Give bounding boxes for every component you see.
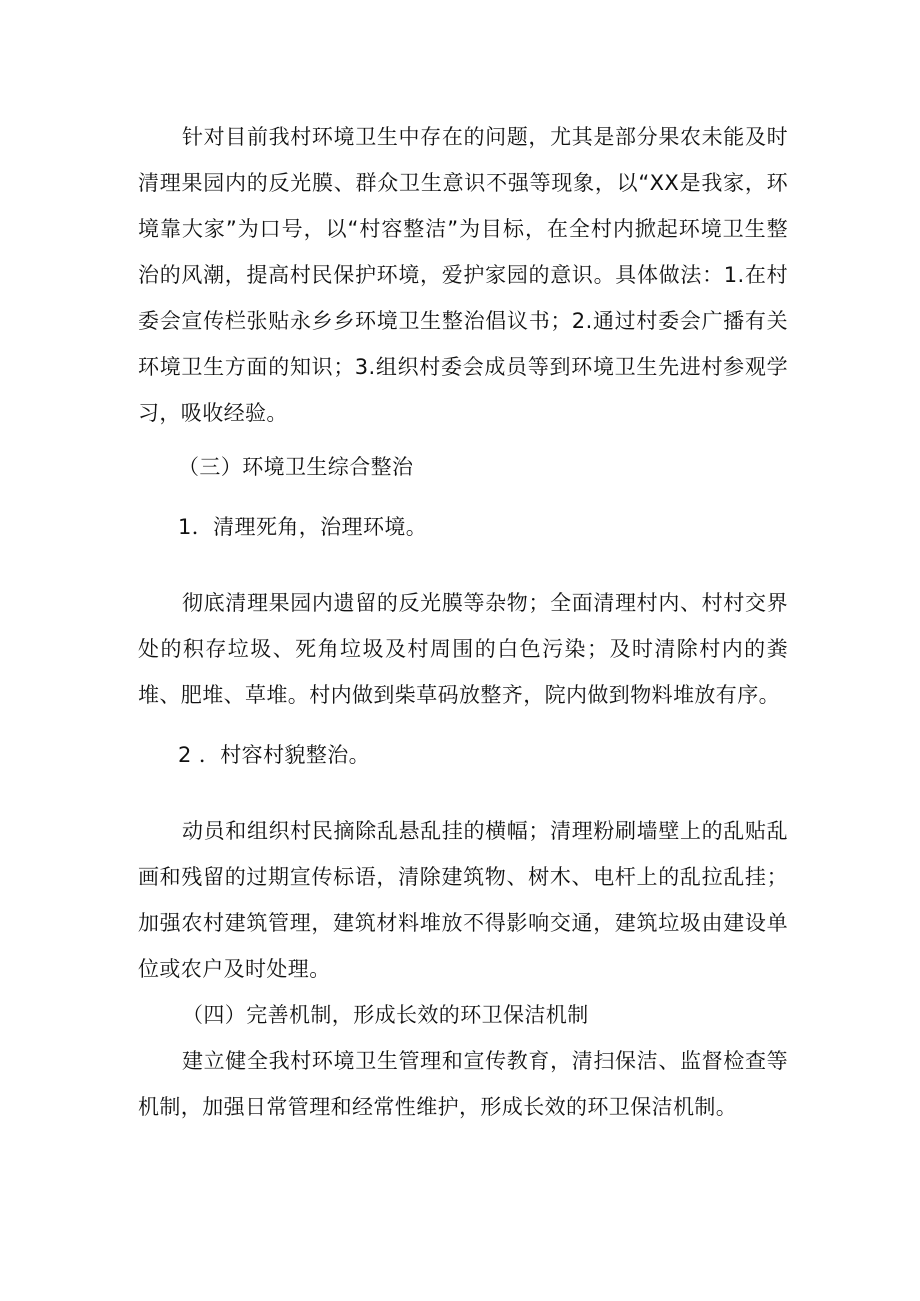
item-body-1: 彻底清理果园内遗留的反光膜等杂物；全面清理村内、村村交界处的积存垃圾、死角垃圾及村周围的白色污染；及时清除村内的粪堆、肥堆、草堆。村内做到柴草码放整齐，院内做到物料堆放有序。 (138, 591, 788, 707)
item-body-2: 动员和组织村民摘除乱悬乱挂的横幅；清理粉刷墙壁上的乱贴乱画和残留的过期宣传标语，清除建筑物、树木、电杆上的乱拉乱挂；加强农村建筑管理，建筑材料堆放不得影响交通，建筑垃圾由建设单位或农户及时处理。 (138, 819, 788, 981)
spacer (138, 550, 788, 580)
item-heading-1: 1．清理死角，治理环境。 (178, 515, 428, 539)
item-heading-2: 2 ．村容村貌整治。 (178, 743, 371, 767)
spacer (138, 718, 788, 732)
section-body-4: 建立健全我村环境卫生管理和宣传教育，清扫保洁、监督检查等机制，加强日常管理和经常性维护，形成长效的环卫保洁机制。 (138, 1049, 788, 1119)
paragraph-intro: 针对目前我村环境卫生中存在的问题，尤其是部分果农未能及时清理果园内的反光膜、群众卫生意识不强等现象，以“XX是我家，环境靠大家”为口号，以“村容整洁”为目标，在全村内掀起环境卫生整治的风潮，提高村民保护环境，爱护家园的意识。具体做法：1.在村委会宣传栏张贴永乡乡环境卫生整治倡议书；2.通过村委会广播有关环境卫生方面的知识；3.组织村委会成员等到环境卫生先进村参观学习，吸收经验。 (138, 125, 788, 425)
section-heading-3: （三）环境卫生综合整治 (178, 455, 414, 479)
section-heading-4: （四）完善机制，形成长效的环卫保洁机制 (182, 1003, 589, 1027)
document-body (138, 114, 788, 1130)
spacer (138, 490, 788, 504)
spacer (138, 778, 788, 808)
spacer (138, 436, 788, 444)
